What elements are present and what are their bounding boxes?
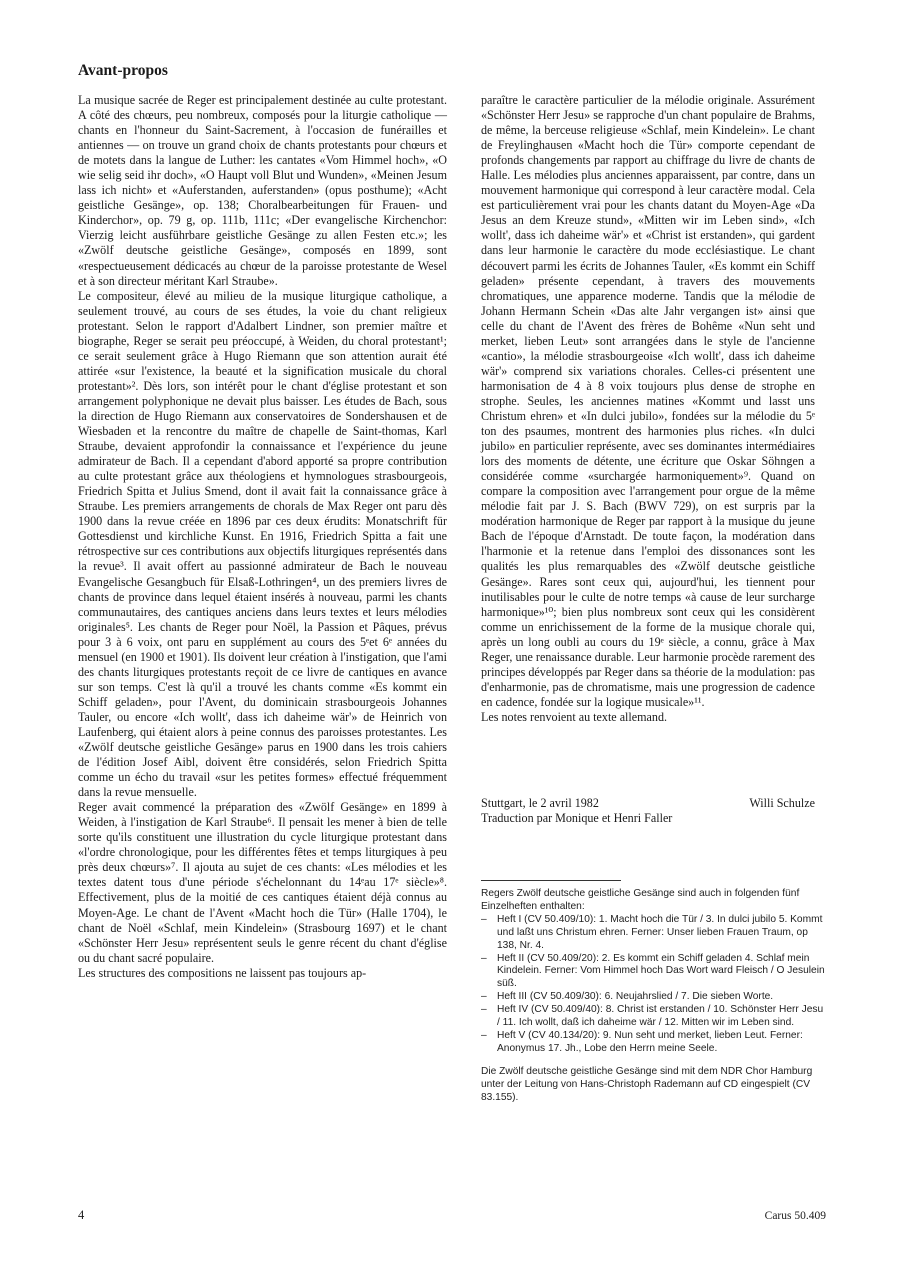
paragraph: paraître le caractère particulier de la mélodie originale. Assurément «Schönster Herr Jesu» se rapproche d'un chant populaire de Brahms, de même, la berceuse religieuse «Schlaf, mein Kindelein». Le chant de Freylinghausen «Macht hoch die Tür» comporte cependant de profonds changements par rapport au chiffrage du livre de chants de Halle. Les mélodies plus anciennes apparaissent, par contre, dans un mouvement harmonique qui correspond à leur caractère modal. Cela est particulièrement vrai pour les chants datant du Moyen-Age «Da Jesus an dem Kreuze stund», «Mitten wir im Leben sind», «Ich wollt', dass ich daheime wär'» et «Christ ist erstanden», qui gardent dans leur harmonie le caractère du mode ecclésiastique. Le chant découvert parmi les écrits de Johannes Tauler, «Es kommt ein Schiff geladen» présente cependant, à travers des mouvements chromatiques, une apparence moderne. Tandis que la mélodie de Johann Hermann Schein «Das alte Jahr vergangen ist» ainsi que celle du chant de l'Avent des frères de Bohême «Nun seht und merket, lieben Leut» sont arrangées dans le style de l'ancienne «cantio», la mélodie strasbourgeoise «Ich wollt', dass ich daheime wär'» comprend six variations chorales. Celles-ci présentent une harmonisation de 4 à 8 voix toujours plus dense de strophe en strophe. Seules, les anciennes matines «Kommt und lasst uns Christum ehren» et «In dulci jubilo», fondées sur la mélodie du 5ᵉ ton des psaumes, montrent des harmonies plus riches. «In dulci jubilo» en particulier représente, avec ses dominantes intermédiaires lors des moments de détente, une écriture que Oskar Söhngen a considérée comme «surchargée harmoniquement»⁹. Quand on compare la composition avec l'arrangement pour orgue de la même mélodie fait par J. S. Bach (BWV 729), on est surpris par la modération harmonique de Reger par rapport à la musique du jeune Bach de l'époque d'Arnstadt. De toute façon, la modération dans l'harmonie et la retenue dans l'emploi des dissonances sont les qualités les plus remarquables des «Zwölf deutsche geistliche Gesänge». Rares sont ceux qui, aujourd'hui, les tiennent pour inutilisables pour le culte de notre temps «à cause de leur surcharge harmonique»¹⁰; bien plus nombreux sont ceux qui les considèrent comme un enrichissement de la forme de la musique chorale qui, après un long oubli au cours du 19ᵉ siècle, a connu, grâce à Max Reger, une renaissance durable. Leur harmonie procède rarement des principes développés par Reger dans sa théorie de la modulation: pas d'enharmonie, pas de chromatisme, mais une progression de cadence en cadence, fondée sur la logique musicale»¹¹. bbox=[481, 93, 815, 709]
paragraph: La musique sacrée de Reger est principalement destinée au culte protestant. A côté des chœurs, peu nombreux, composés pour la liturgie catholique — chants en l'honneur du Saint-Sacrement, à l'occasion de funérailles et antiennes — on trouve un grand choix de chants protestants pour chœurs et de motets dans la langue de Luther: les cantates «Vom Himmel hoch», «O wie selig seid ihr doch», «O Haupt voll Blut und Wunden», «Meinen Jesum lass ich nicht» et «Auferstanden, auferstanden» (opus posthume); «Acht geistliche Gesänge», op. 138; Choralbearbeitungen für Frauen- und Kinderchor», op. 79 g, op. 111b, 111c; «Der evangelische Kirchenchor: Vierzig leicht ausführbare geistliche Gesänge zu allen Festen etc.»; les «Zwölf deutsche geistliche Gesänge», composés en 1899, sont «respectueusement dédicacés au chœur de la paroisse protestante de Wesel et à son directeur méritant Karl Straube». bbox=[78, 93, 447, 288]
list-dash: – bbox=[481, 913, 487, 925]
list-item bbox=[481, 991, 826, 1004]
publisher-code: Carus 50.409 bbox=[764, 1210, 826, 1222]
list-item-text: Heft I (CV 50.409/10): 1. Macht hoch die Tür / 3. In dulci jubilo 5. Kommt und laßt uns Christum ehren. Ferner: Unser lieben Frauen Traum, op 138, Nr. 4. bbox=[497, 913, 823, 951]
list-dash: – bbox=[481, 1004, 487, 1016]
recording-note: Die Zwölf deutsche geistliche Gesänge sind mit dem NDR Chor Hamburg unter der Leitung von Hans-Christoph Rademann auf CD eingespielt (CV 83.155). bbox=[481, 1065, 813, 1103]
footnotes bbox=[481, 888, 826, 1105]
edition-list bbox=[481, 914, 826, 1056]
list-item bbox=[481, 953, 826, 992]
list-item-text: Heft V (CV 40.134/20): 9. Nun seht und merket, lieben Leut. Ferner: Anonymus 17. Jh., Lobe den Herrn meine Seele. bbox=[497, 1029, 803, 1054]
list-item-text: Heft III (CV 50.409/30): 6. Neujahrslied / 7. Die sieben Worte. bbox=[497, 991, 774, 1003]
right-column bbox=[481, 93, 815, 725]
list-item bbox=[481, 1030, 826, 1056]
list-item-text: Heft II (CV 50.409/20): 2. Es kommt ein Schiff geladen 4. Schlaf mein Kindelein. Ferner: Vom Himmel hoch Das Wort ward Fleisch / O Jesulein süß. bbox=[497, 952, 825, 990]
author-name: Willi Schulze bbox=[749, 796, 815, 810]
list-dash: – bbox=[481, 952, 487, 964]
paragraph: Le compositeur, élevé au milieu de la musique liturgique catholique, a seulement trouvé, au cours de ses études, la voie du chant religieux protestant. Selon le rapport d'Adalbert Lindner, son premier maître et biographe, Reger se serait peu préoccupé, à Weiden, du choral protestant¹; ce serait seulement grâce à Hugo Riemann que son attention aurait été attirée «sur l'existence, la beauté et la signification musicale du choral protestant»². Dès lors, son intérêt pour le chant d'église protestant et son arrangement polyphonique ne devait plus baisser. Les études de Bach, sous la direction de Hugo Riemann aux conservatoires de Sondershausen et de Wiesbaden et la rencontre du maître de chapelle de Saint-thomas, Karl Straube, devaient approfondir la connaissance et l'expérience du jeune admirateur de Bach. Il a cependant d'abord apporté sa propre contribution au culte protestant grâce aux théologiens et hymnologues strasbourgeois, Friedrich Spitta et Julius Smend, dont il avait fait la connaissance grâce à Straube. Les premiers arrangements de chorals de Max Reger ont paru dès 1900 dans la revue créée en 1896 par ces deux érudits: Monatschrift für Gottesdienst und kirchliche Kunst. En 1916, Friedrich Spitta a fait une rétrospective sur ces contributions aux objectifs liturgiques représentés dans la revue³. Il avait offert au passionné admirateur de Bach le nouveau Evangelische Gesangbuch für Elsaß-Lothringen⁴, un des premiers livres de chants de province dans lequel étaient insérés à nouveau, parmi les chants communautaires, des cantiques anciens dans leurs textes et leurs mélodies originales⁵. Les chants de Reger pour Noël, la Passion et Pâques, prévus pour 3 à 6 voix, ont paru en supplément au cours des 5ᵉet 6ᵉ années du mensuel (en 1900 et 1901). Ils doivent leur création à l'instigation, que l'ami des chants liturgiques protestants reçoit de ce livre de cantiques en avance sur son temps. C'est là qu'il a trouvé les chants comme «Es kommt ein Schiff geladen», pour l'Avent, du dominicain strasbourgeois Johannes Tauler, ou encore «Ich wollt', dass ich daheime wär'» de Heinrich von Laufenberg, qui étaient alors à peine connus des paroisses protestantes. Les «Zwölf deutsche geistliche Gesänge» parus en 1900 dans les trois cahiers de l'édition Josef Aibl, doivent être considérés, selon Friedrich Spitta comme un écho du travail «sur les petites formes» effectué fréquemment dans la revue mensuelle. bbox=[78, 288, 447, 800]
list-dash: – bbox=[481, 1029, 487, 1041]
page-number: 4 bbox=[78, 1208, 85, 1222]
list-dash: – bbox=[481, 991, 487, 1003]
paragraph: Les notes renvoient au texte allemand. bbox=[481, 709, 668, 724]
page-title: Avant-propos bbox=[78, 62, 168, 79]
list-item bbox=[481, 914, 826, 953]
footnote-intro: Regers Zwölf deutsche geistliche Gesänge sind auch in folgenden fünf Einzelheften enthalten: bbox=[481, 888, 800, 912]
footnote-divider bbox=[481, 880, 621, 881]
list-item bbox=[481, 1004, 826, 1030]
list-item-text: Heft IV (CV 50.409/40): 8. Christ ist erstanden / 10. Schönster Herr Jesu / 11. Ich wollt, daß ich daheime wär / 12. Mitten wir im Leben sind. bbox=[497, 1004, 824, 1029]
translator-credit: Traduction par Monique et Henri Faller bbox=[481, 811, 673, 825]
paragraph: Les structures des compositions ne laissent pas toujours ap- bbox=[78, 965, 367, 980]
place-date: Stuttgart, le 2 avril 1982 bbox=[481, 796, 599, 810]
left-column bbox=[78, 93, 447, 981]
paragraph: Reger avait commencé la préparation des «Zwölf Gesänge» en 1899 à Weiden, à l'instigation de Karl Straube⁶. Il pensait les mener à bien de telle sorte qu'ils constituent une illustration du cycle liturgique protestant dans «l'ordre chronologique, pour les différentes fêtes et temps liturgiques à peu près deux chœurs»⁷. Il ajouta au sujet de ces chants: «Les mélodies et les textes datent tous d'une période s'échelonnant du 14ᵉau 17ᵉ siècle»⁸. Effectivement, plus de la moitié de ces cantiques étaient déjà connus au Moyen-Age. Le chant de l'Avent «Macht hoch die Tür» (Halle 1704), le chant de Noël «Schlaf, mein Kindelein» (Strasbourg 1697) et le chant «Schönster Herr Jesu» représentent seuls le genre récent du chant d'église ou du chant sacré populaire. bbox=[78, 800, 447, 965]
